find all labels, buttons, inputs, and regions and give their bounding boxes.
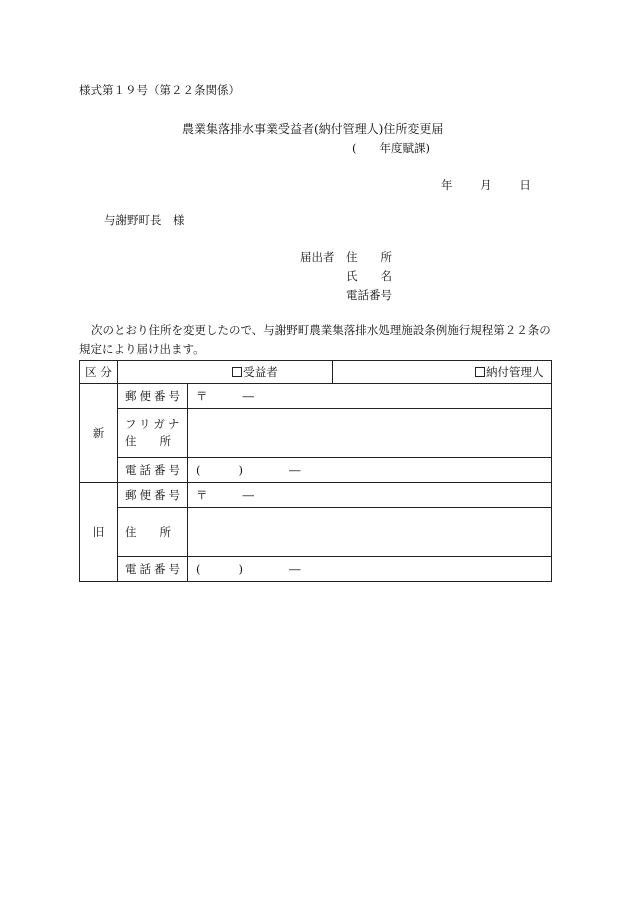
old-postal-label: 郵便番号 xyxy=(118,483,188,508)
address-change-table xyxy=(79,360,552,582)
old-address-label: 住 所 xyxy=(118,508,188,557)
old-phone-close: ) xyxy=(238,562,243,576)
old-phone-open: ( xyxy=(196,562,201,576)
sender-phone-label: 電話番号 xyxy=(346,288,392,302)
old-postal-field[interactable] xyxy=(188,483,552,508)
new-phone-close: ) xyxy=(238,463,243,477)
new-furigana-label: フリガナ xyxy=(125,417,183,431)
beneficiary-checkbox[interactable] xyxy=(232,367,242,377)
sender-address-label: 住 所 xyxy=(346,250,392,264)
new-address-label: 住 所 xyxy=(125,434,171,448)
option-beneficiary-cell[interactable] xyxy=(118,361,333,384)
sender-label: 届出者 xyxy=(300,250,335,264)
new-postal-dash: ― xyxy=(242,389,254,403)
date-year: 年 xyxy=(441,178,453,192)
new-phone-dash: ― xyxy=(289,463,301,477)
new-postal-label: 郵便番号 xyxy=(118,384,188,409)
sender-name-label: 氏 名 xyxy=(346,269,392,283)
manager-checkbox[interactable] xyxy=(475,367,485,377)
form-subtitle: ( 年度賦課) xyxy=(352,141,430,155)
old-phone-label: 電話番号 xyxy=(118,557,188,582)
new-phone-field[interactable] xyxy=(188,458,552,483)
new-phone-label: 電話番号 xyxy=(118,458,188,483)
form-title: 農業集落排水事業受益者(納付管理人)住所変更届 xyxy=(182,122,444,136)
option-manager-cell[interactable] xyxy=(333,361,552,384)
old-phone-field[interactable] xyxy=(188,557,552,582)
old-address-field[interactable] xyxy=(188,508,552,557)
new-furigana-address-label xyxy=(118,409,188,458)
old-phone-dash: ― xyxy=(289,562,301,576)
form-number: 様式第１９号（第２２条関係） xyxy=(79,83,240,97)
beneficiary-label: 受益者 xyxy=(243,365,278,379)
new-label: 新 xyxy=(80,384,118,483)
new-address-field[interactable] xyxy=(188,409,552,458)
new-phone-open: ( xyxy=(196,463,201,477)
new-postal-field[interactable] xyxy=(188,384,552,409)
body-text: 次のとおり住所を変更したので、与謝野町農業集落排水処理施設条例施行規程第２２条の規定により届け出ます。 xyxy=(79,323,551,356)
category-header: 区 分 xyxy=(80,361,118,384)
new-postal-mark: 〒 xyxy=(196,389,208,403)
manager-label: 納付管理人 xyxy=(486,365,544,379)
date-month: 月 xyxy=(480,178,492,192)
old-label: 旧 xyxy=(80,483,118,582)
addressee: 与謝野町長 様 xyxy=(104,213,185,227)
old-postal-mark: 〒 xyxy=(196,488,208,502)
date-line xyxy=(441,177,531,193)
old-postal-dash: ― xyxy=(242,488,254,502)
date-day: 日 xyxy=(519,178,531,192)
